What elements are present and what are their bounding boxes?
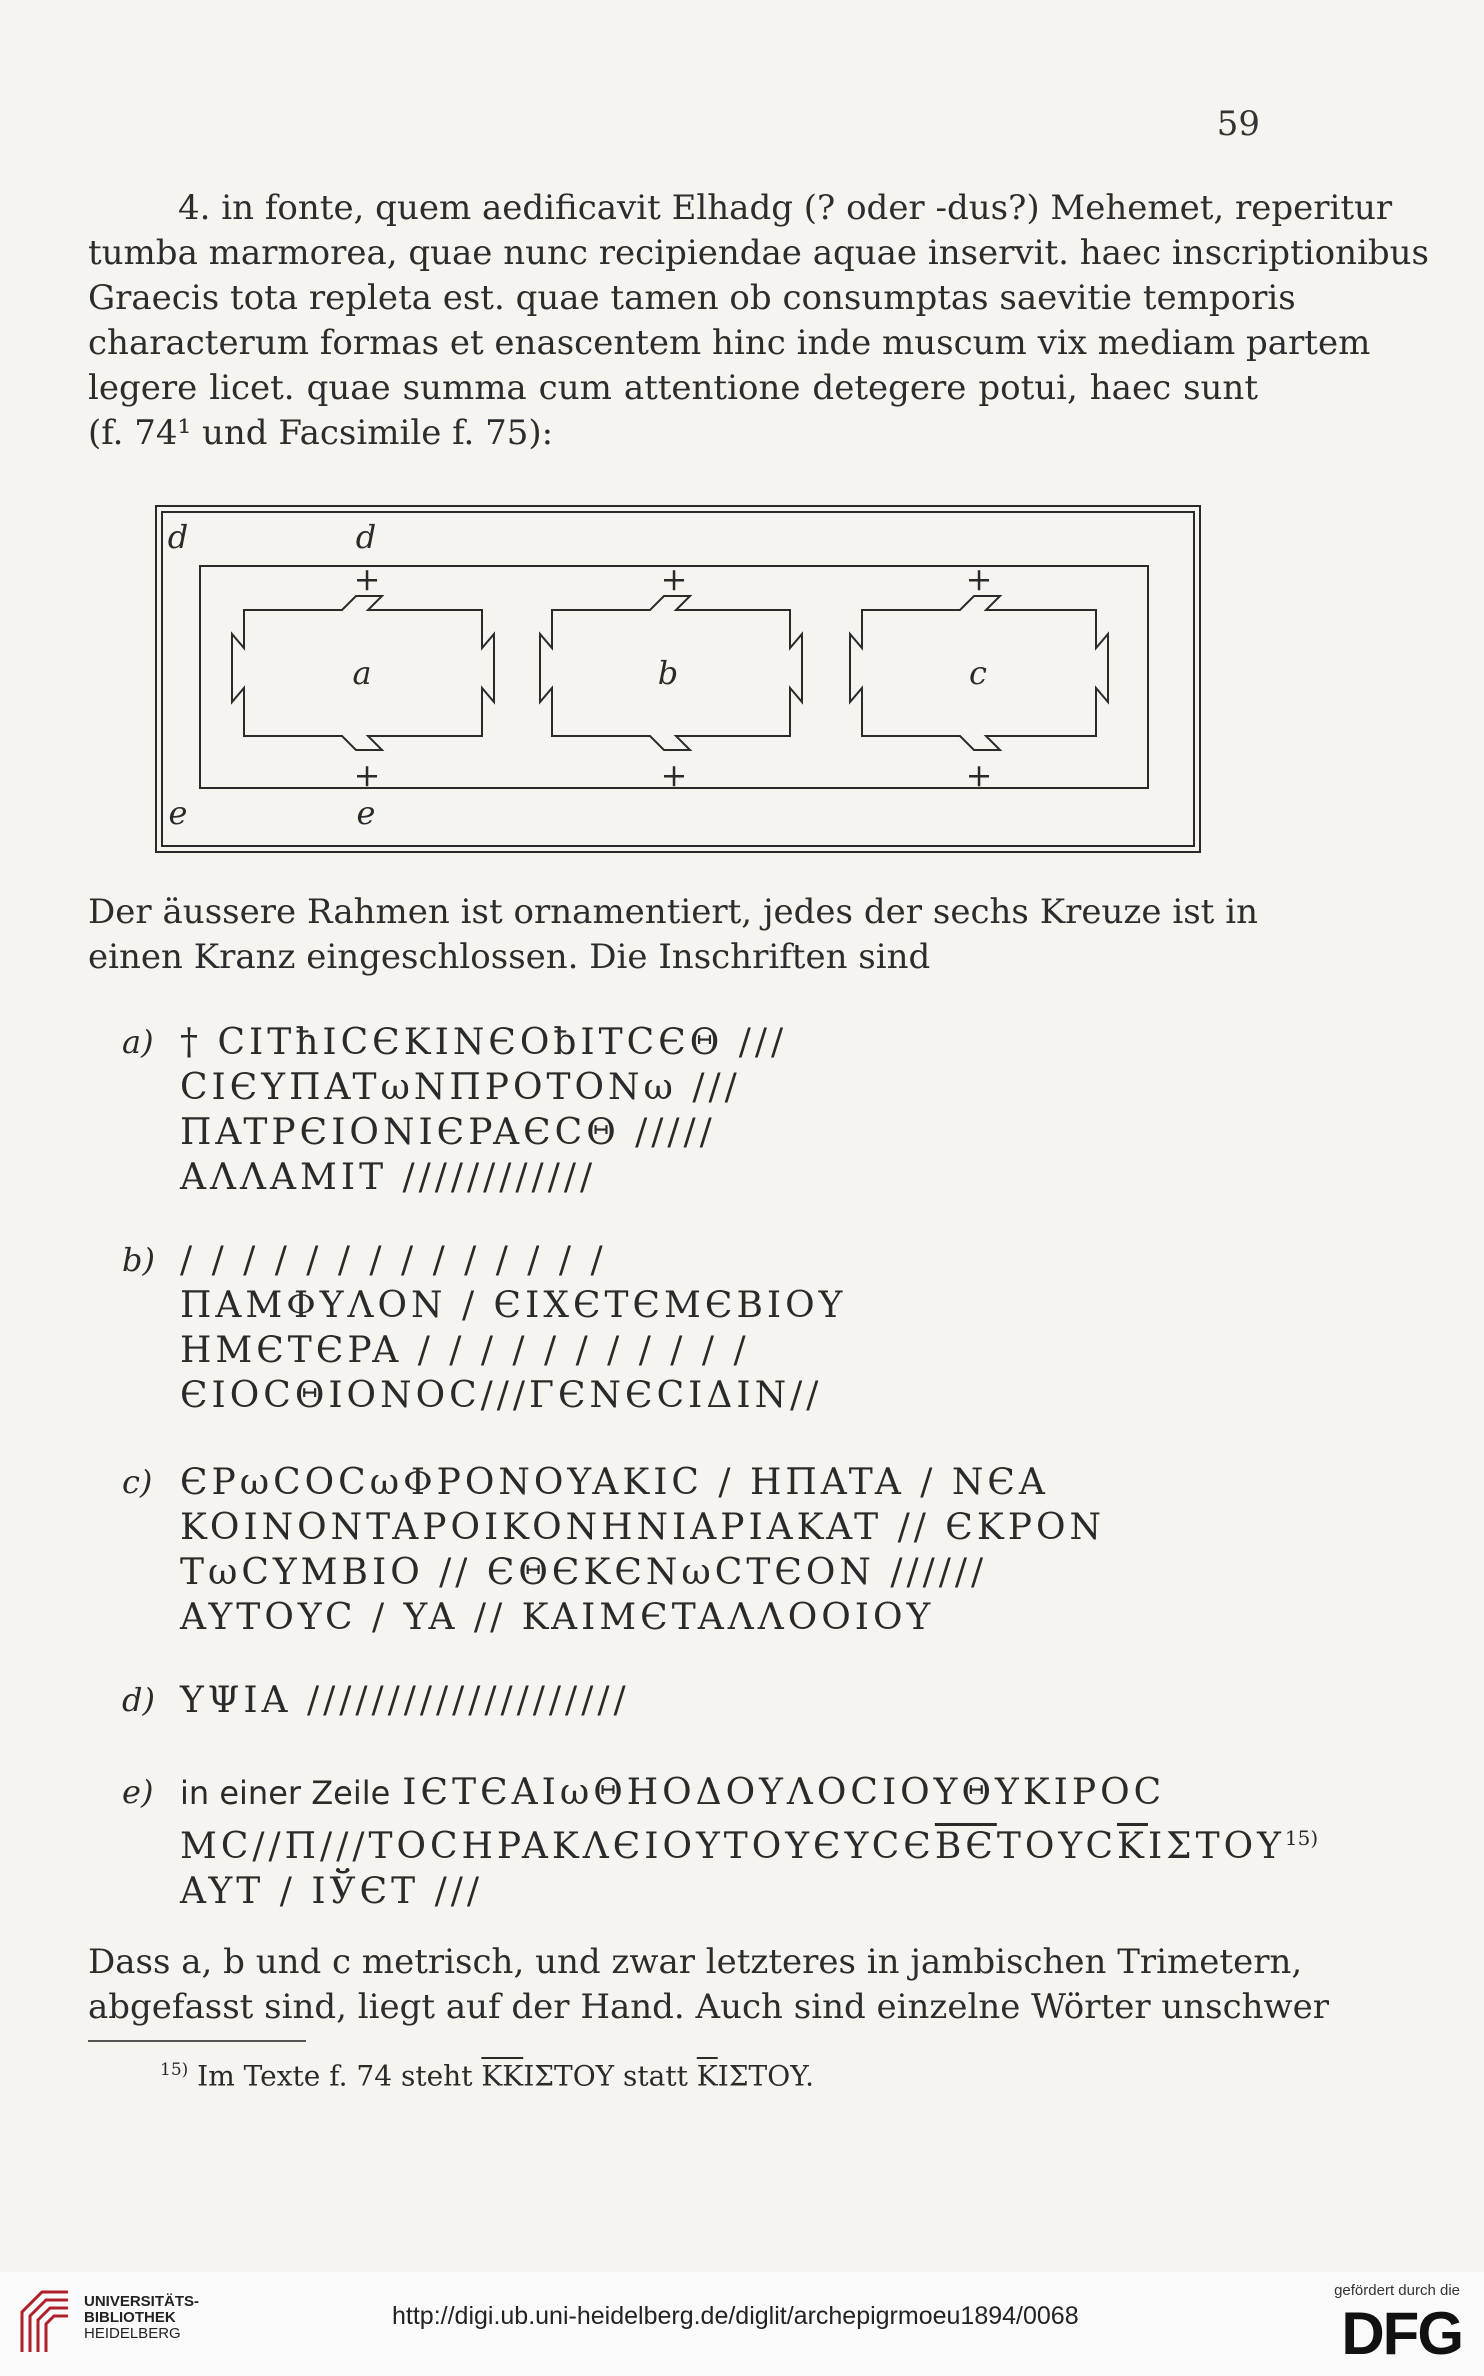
cross-mark: +	[353, 560, 381, 598]
overlined-segment: $\overline{KK}$	[481, 2059, 524, 2093]
text-line: Dass a, b und c metrisch, und zwar letzteres in jambischen Trimetern,	[88, 1942, 1303, 1982]
corner-label-e: e	[356, 794, 376, 832]
library-name-line: HEIDELBERG	[84, 2325, 181, 2342]
footnote-text: IΣTOY statt	[523, 2059, 697, 2093]
inscription-line: KOINONTAPOIKONHNIAPIAKAT // ЄKPON	[180, 1507, 1105, 1548]
paragraph-metre	[88, 1940, 1330, 2030]
text-line: characterum formas et enascentem hinc inde muscum vix mediam partem	[88, 323, 1371, 363]
footnote-ref[interactable]: 15)	[1284, 1826, 1319, 1850]
inscription-label: a)	[122, 1023, 154, 1061]
footer-bar	[0, 2272, 1484, 2376]
inscription-line: AYT / IЎЄT ///	[180, 1871, 483, 1912]
inscription-line: † CITħICЄKINЄOƀITCЄΘ ///	[180, 1022, 788, 1063]
inscription-line: ЄPωCOCωΦPONOYAKIC / HΠATA / NЄA	[180, 1462, 1049, 1503]
inscription-line: ΠAMΦYΛON / ЄIXЄTЄMЄBIOY	[180, 1285, 847, 1326]
inscription-e	[122, 1770, 1319, 1914]
panel-label-a: a	[352, 654, 372, 692]
inscription-b	[122, 1238, 847, 1418]
paragraph-frame-description	[88, 890, 1258, 980]
inscription-line: AYTOYC / YA // KAIMЄTAΛΛOOIOY	[180, 1597, 935, 1638]
inscription-line: TωCYMBIO // ЄΘЄKЄNωCTЄON //////	[180, 1552, 988, 1593]
inscription-segment: IΣTOY	[1147, 1826, 1285, 1867]
library-logo-icon	[14, 2282, 76, 2358]
page-number: 59	[1216, 104, 1260, 144]
cross-mark: +	[660, 756, 688, 794]
text-line: 4. in fonte, quem aedificavit Elhadg (? oder -dus?) Mehemet, reperitur	[178, 188, 1393, 228]
inscription-line: AΛΛAMIT ////////////	[180, 1157, 597, 1198]
library-name-line: BIBLIOTHEK	[84, 2309, 176, 2326]
text-line: einen Kranz eingeschlossen. Die Inschriften sind	[88, 937, 931, 977]
overlined-segment: $\overline{K}$	[696, 2059, 718, 2093]
inscription-segment: TOYC	[996, 1826, 1118, 1867]
overlined-segment: $\overline{K}$	[1117, 1826, 1148, 1867]
footnote-text: IΣTOY.	[717, 2059, 814, 2093]
inscription-segment: MC//Π///TOCHPAKΛЄIOYTOYЄYCЄ	[180, 1826, 935, 1867]
inscription-label: d)	[122, 1681, 155, 1719]
library-name	[84, 2294, 199, 2342]
source-url-link[interactable]: http://digi.ub.uni-heidelberg.de/diglit/archepigrmoeu1894/0068	[392, 2302, 1079, 2330]
cross-mark: +	[660, 560, 688, 598]
inscription-a	[122, 1020, 788, 1200]
dfg-logo: DFG	[1341, 2300, 1462, 2367]
text-line: legere licet. quae summa cum attentione detegere potui, haec sunt	[88, 368, 1258, 408]
text-line: (f. 74¹ und Facsimile f. 75):	[88, 413, 554, 453]
inscription-label: e)	[122, 1773, 154, 1811]
inscription-line: ЄIOCΘIONOC///ΓЄNЄCIΔIN//	[180, 1375, 823, 1416]
corner-label-d: d	[355, 518, 377, 556]
inscription-line: ΠATPЄIONIЄPAЄCΘ /////	[180, 1112, 716, 1153]
inscription-line: YΨIA ////////////////////	[180, 1680, 630, 1721]
panel-label-c: c	[969, 654, 987, 692]
inscription-d	[122, 1678, 630, 1723]
inscription-line: CIЄYΠATωNΠPOTONω ///	[180, 1067, 741, 1108]
inscription-line	[180, 1826, 1318, 1867]
cross-mark: +	[965, 756, 993, 794]
text-line: Graecis tota repleta est. quae tamen ob consumptas saevitie temporis	[88, 278, 1296, 318]
text-line: Der äussere Rahmen ist ornamentiert, jedes der sechs Kreuze ist in	[88, 892, 1258, 932]
tomb-diagram	[0, 0, 1484, 880]
inscription-line: IЄTЄAIωΘHOΔOYΛOCIOYΘYKIPOC	[402, 1772, 1166, 1813]
inscription-line: HMЄTЄPA / / / / / / / / / / /	[180, 1330, 750, 1371]
cross-mark: +	[353, 756, 381, 794]
footnote	[160, 2052, 814, 2094]
panel-label-b: b	[657, 654, 679, 692]
inscription-line: / / / / / / / / / / / / / /	[180, 1240, 607, 1281]
footnote-text: Im Texte f. 74 steht	[197, 2059, 482, 2093]
overlined-segment: BЄ	[934, 1826, 997, 1867]
inscription-label: b)	[122, 1241, 155, 1279]
zeile-note: in einer Zeile	[180, 1774, 391, 1812]
corner-label-e: e	[168, 794, 188, 832]
footnote-marker: 15)	[160, 2060, 189, 2080]
library-name-line: UNIVERSITÄTS-	[84, 2293, 200, 2310]
inscription-c	[122, 1460, 1105, 1640]
text-line: abgefasst sind, liegt auf der Hand. Auch sind einzelne Wörter unschwer	[88, 1987, 1330, 2027]
funded-by-text: gefördert durch die	[1334, 2282, 1460, 2299]
footnote-divider	[88, 2040, 306, 2042]
corner-label-d: d	[167, 518, 189, 556]
text-line: tumba marmorea, quae nunc recipiendae aquae inservit. haec inscriptionibus	[88, 233, 1429, 273]
inscription-label: c)	[122, 1463, 153, 1501]
cross-mark: +	[965, 560, 993, 598]
